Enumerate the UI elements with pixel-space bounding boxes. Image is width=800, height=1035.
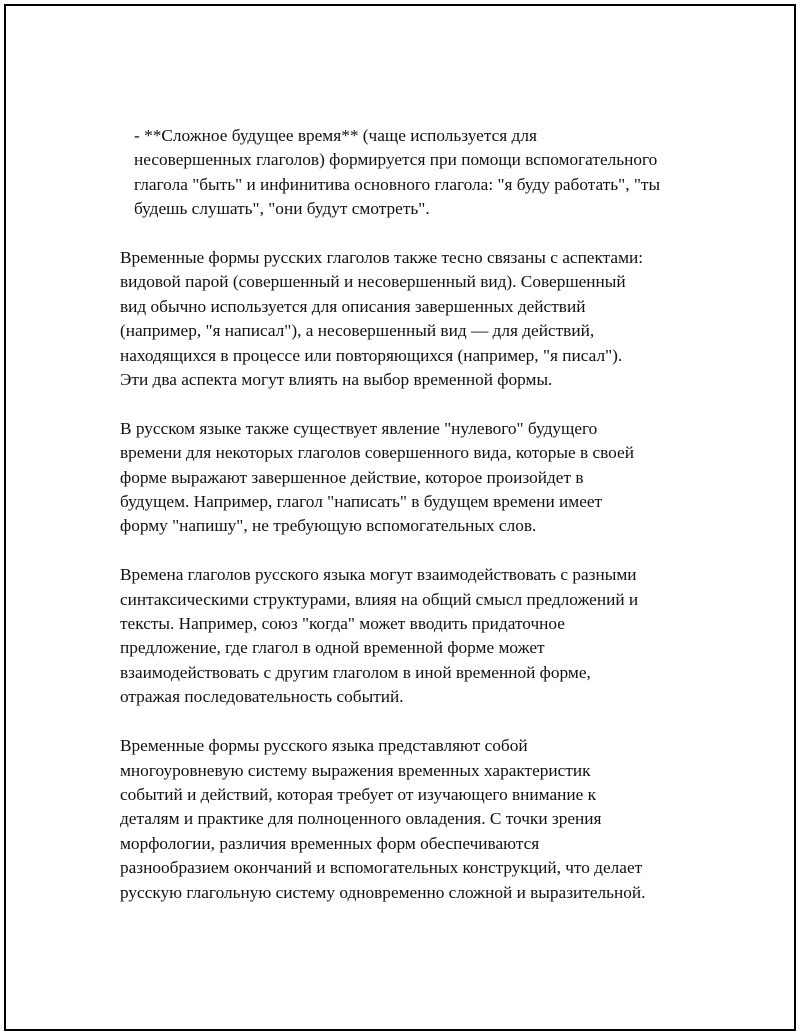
paragraph-future-tense-item: - **Сложное будущее время** (чаще используется для несовершенных глаголов) формируется при помощи вспомогательного глагола "быть" и инфинитива основного глагола: "я буду работать", "ты будешь слушать", "они будут смотреть".	[134, 126, 661, 219]
paragraph-aspects: Временные формы русских глаголов также тесно связаны с аспектами: видовой парой (совершенный и несовершенный вид). Совершенный вид обычно используется для описания завершенных действий (например, "я написал"), а несовершенный вид — для действий, находящихся в процессе или повторяющихся (например, "я писал"). Эти два аспекта могут влиять на выбор временной формы.	[120, 248, 644, 390]
paragraph-null-future: В русском языке также существует явление "нулевого" будущего времени для некоторых глаголов совершенного вида, которые в своей форме выражают завершенное действие, которое произойдет в будущем. Например, глагол "написать" в будущем времени имеет форму "напишу", не требующую вспомогательных слов.	[120, 418, 634, 536]
document-page	[4, 4, 796, 1031]
paragraph-syntax-interaction: Времена глаголов русского языка могут взаимодействовать с разными синтаксическими структурами, влияя на общий смысл предложений и тексты. Например, союз "когда" может вводить придаточное предложение, где глагол в одной временной форме может взаимодействовать с другим глаголом в иной временной форме, отражая последовательность событий.	[120, 565, 639, 707]
paragraph-conclusion: Временные формы русского языка представляют собой многоуровневую систему выражения временных характеристик событий и действий, которая требует от изучающего внимание к деталям и практике для полноценного овладения. С точки зрения морфологии, различия временных форм обеспечиваются разнообразием окончаний и вспомогательных конструкций, что делает русскую глагольную систему одновременно сложной и выразительной.	[120, 736, 646, 902]
document-body	[120, 124, 700, 929]
